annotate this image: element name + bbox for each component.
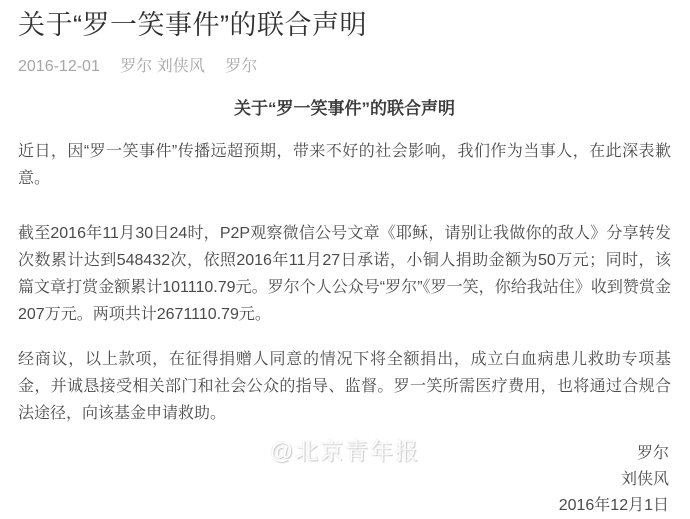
watermark-beijing-youth-daily: @北京青年报 (269, 438, 421, 464)
page-title: 关于“罗一笑事件”的联合声明 (18, 10, 367, 40)
article-source: 罗尔 (225, 58, 258, 75)
statement-paragraph-fund: 经商议，以上款项，在征得捐赠人同意的情况下将全额捐出，成立白血病患儿救助专项基金，并诚恳接受相关部门和社会公众的指导、监督。罗一笑所需医疗费用，也将通过合规合法途径，向该基金申请救助。 (18, 351, 671, 422)
signature-date: 2016年12月1日 (558, 497, 669, 514)
signature-name-liuxiafeng: 刘侠风 (620, 471, 669, 488)
statement-paragraph-amounts: 截至2016年11月30日24时，P2P观察微信公号文章《耶稣，请别让我做你的敌人》分享转发次数累计达到548432次，依照2016年11月27日承诺，小铜人捐助金额为50万元；同时，该篇文章打赏金额累计101110.79元。罗尔个人公众号“罗尔”《罗一笑，你给我站住》收到赞赏金207万元。两项共计2671110.79元。 (18, 225, 671, 323)
signature-block (18, 441, 671, 519)
article-meta (18, 57, 671, 77)
article-date: 2016-12-01 (18, 58, 100, 75)
article-authors: 罗尔 刘侠风 (120, 58, 205, 75)
article-body (18, 98, 671, 519)
signature-name-luoer: 罗尔 (636, 445, 669, 462)
statement-paragraph-apology: 近日，因“罗一笑事件”传播远超预期，带来不好的社会影响，我们作为当事人，在此深表歉意。 (18, 143, 671, 187)
statement-heading: 关于“罗一笑事件”的联合声明 (234, 99, 455, 118)
